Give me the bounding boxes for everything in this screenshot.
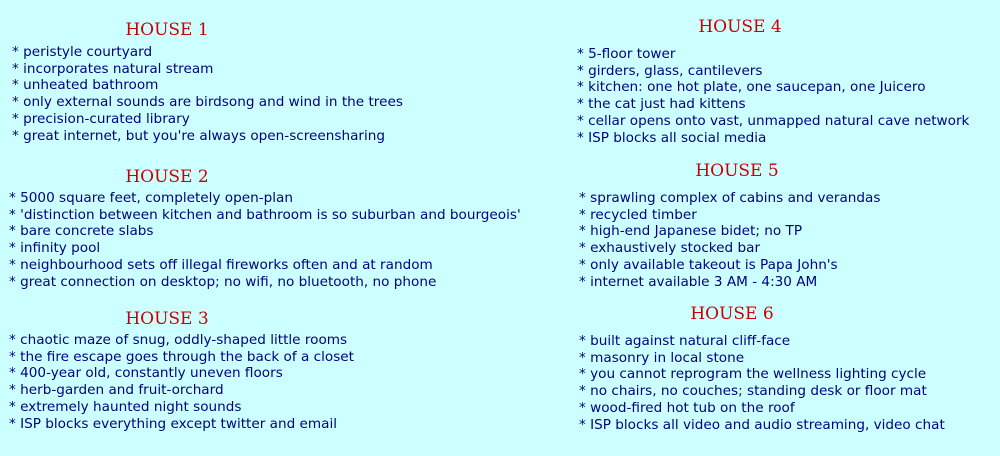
house-3-list xyxy=(9,332,354,432)
house-4-title: HOUSE 4 xyxy=(698,17,782,37)
house-2-list xyxy=(9,190,521,290)
list-item: * built against natural cliff-face xyxy=(579,333,885,350)
list-item: * ISP blocks all video and audio streaming, video chat xyxy=(579,417,885,434)
list-item: * wood-fired hot tub on the roof xyxy=(579,400,885,417)
house-2-title: HOUSE 2 xyxy=(125,167,209,187)
list-item: * neighbourhood sets off illegal fireworks often and at random xyxy=(9,257,325,274)
list-item: * internet available 3 AM - 4:30 AM xyxy=(579,274,895,291)
house-1-list xyxy=(12,44,403,144)
house-6-list xyxy=(579,333,945,433)
list-item: * precision-curated library xyxy=(12,111,322,128)
list-item: * chaotic maze of snug, oddly-shaped little rooms xyxy=(9,332,325,349)
house-1-block xyxy=(12,20,403,144)
house-4-block xyxy=(577,17,970,146)
list-item: * recycled timber xyxy=(579,207,895,224)
house-2-block xyxy=(9,167,521,290)
list-item: * no chairs, no couches; standing desk or floor mat xyxy=(579,383,885,400)
house-3-title: HOUSE 3 xyxy=(125,309,209,329)
list-item: * 5-floor tower xyxy=(577,46,903,63)
list-item: * 5000 square feet, completely open-plan xyxy=(9,190,325,207)
list-item: * only external sounds are birdsong and wind in the trees xyxy=(12,94,322,111)
list-item: * sprawling complex of cabins and verandas xyxy=(579,190,895,207)
house-6-block xyxy=(579,304,945,433)
house-5-title: HOUSE 5 xyxy=(695,161,779,181)
list-item: * infinity pool xyxy=(9,240,325,257)
list-item: * ISP blocks all social media xyxy=(577,130,903,147)
list-item: * extremely haunted night sounds xyxy=(9,399,325,416)
house-4-list xyxy=(577,46,970,146)
list-item: * great internet, but you're always open-screensharing xyxy=(12,128,322,145)
list-item: * cellar opens onto vast, unmapped natural cave network xyxy=(577,113,903,130)
list-item: * 400-year old, constantly uneven floors xyxy=(9,365,325,382)
list-item: * girders, glass, cantilevers xyxy=(577,63,903,80)
house-6-title: HOUSE 6 xyxy=(690,304,774,324)
list-item: * the fire escape goes through the back of a closet xyxy=(9,349,325,366)
list-item: * 'distinction between kitchen and bathroom is so suburban and bourgeois' xyxy=(9,207,325,224)
house-5-block xyxy=(579,161,895,290)
list-item: * incorporates natural stream xyxy=(12,61,322,78)
list-item: * kitchen: one hot plate, one saucepan, one Juicero xyxy=(577,79,903,96)
house-5-list xyxy=(579,190,895,290)
list-item: * peristyle courtyard xyxy=(12,44,322,61)
house-3-block xyxy=(9,309,354,432)
list-item: * unheated bathroom xyxy=(12,77,322,94)
list-item: * only available takeout is Papa John's xyxy=(579,257,895,274)
list-item: * the cat just had kittens xyxy=(577,96,903,113)
list-item: * ISP blocks everything except twitter and email xyxy=(9,416,325,433)
list-item: * bare concrete slabs xyxy=(9,223,325,240)
list-item: * herb-garden and fruit-orchard xyxy=(9,382,325,399)
list-item: * masonry in local stone xyxy=(579,350,885,367)
list-item: * great connection on desktop; no wifi, no bluetooth, no phone xyxy=(9,274,325,291)
house-1-title: HOUSE 1 xyxy=(125,20,209,40)
list-item: * you cannot reprogram the wellness lighting cycle xyxy=(579,366,885,383)
list-item: * high-end Japanese bidet; no TP xyxy=(579,223,895,240)
list-item: * exhaustively stocked bar xyxy=(579,240,895,257)
